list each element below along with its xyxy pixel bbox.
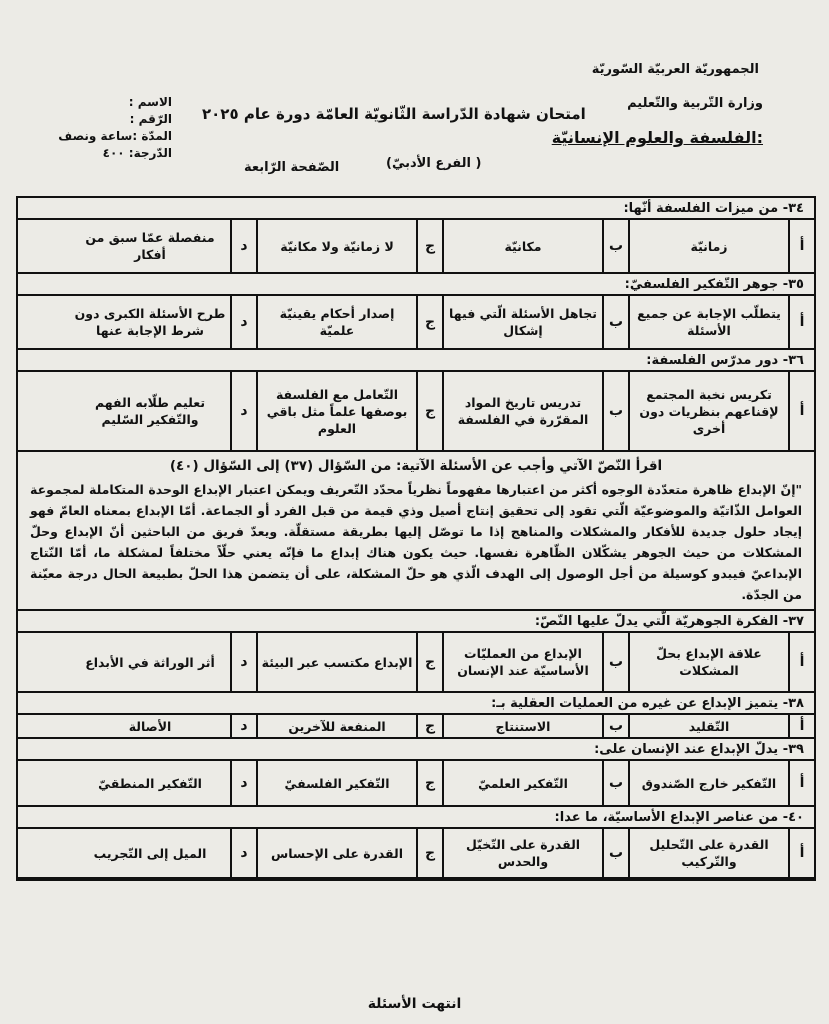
option-text[interactable]: المنفعة للآخرين: [256, 715, 416, 737]
passage-heading: اقرأ النّصّ الآتي وأجب عن الأسئلة الآتية: من السّؤال (٣٧) إلى السّؤال (٤٠): [169, 458, 663, 474]
option-text[interactable]: التّعامل مع الفلسفة بوصفها علماً مثل باقي العلوم: [256, 372, 416, 450]
option-letter: ب: [602, 829, 628, 877]
option-text[interactable]: التّفكير الفلسفيّ: [256, 761, 416, 805]
option-text[interactable]: القدرة على التّحليل والتّركيب: [628, 829, 788, 877]
option-letter: د: [230, 761, 256, 805]
reading-passage: [18, 452, 814, 611]
option-text[interactable]: الميل إلى التّجريب: [93, 845, 207, 861]
question-stem: ٤٠- من عناصر الإبداع الأساسيّة، ما عدا:: [18, 807, 814, 829]
option-letter: أ: [788, 296, 814, 348]
option-letter: د: [230, 715, 256, 737]
option-letter: ج: [416, 715, 442, 737]
option-text[interactable]: القدرة على الإحساس: [256, 829, 416, 877]
option-letter: ج: [416, 296, 442, 348]
passage-text: "إنّ الإبداع ظاهرة متعدّدة الوجوه أكثر من اعتبارها مفهوماً نظرياً محدّد التّعريف ويمكن اعتبار الإبداع الوحدة المتكاملة لمجموعة العوامل الذّاتيّة والموضوعيّة الّتي تقود إلى تحقيق إنتاج أصيل وذي قيمة من قبل الفرد أو الجماعة. أمّا الإبداع بمعناه العامّ فهو إيجاد حلول جديدة للأفكار والمشكلات والمناهج إذا ما توصّل إليها بطريقة مستقلّة. ويعدّ فريق من الباحثين أنّ الإبداع وحلّ المشكلات من حيث الجوهر يشكّلان الظّاهرة نفسها. حيث يكون هناك إبداع ما فإنّه يعني حلّاً مختلفاً لمشكلة ما، أمّا النّتاج الإبداعيّ فيبدو كوسيلة من أجل الوصول إلى الهدف الّذي هو حلّ المشكلة، على أن يتضمن هذا الحلّ بطبيعة الحال درجة معيّنة من الجدّة.: [30, 482, 802, 602]
option-letter: ب: [602, 296, 628, 348]
option-text[interactable]: القدرة على التّخيّل والحدس: [442, 829, 602, 877]
option-text[interactable]: إصدار أحكام يقينيّة علميّة: [256, 296, 416, 348]
option-letter: ب: [602, 372, 628, 450]
option-text[interactable]: علاقة الإبداع بحلّ المشكلات: [628, 633, 788, 691]
option-text[interactable]: لا زمانيّة ولا مكانيّة: [256, 220, 416, 272]
ministry-heading: وزارة التّربية والتّعليم: [627, 96, 763, 111]
option-text[interactable]: مكانيّة: [442, 220, 602, 272]
option-letter: ب: [602, 761, 628, 805]
end-of-questions: انتهت الأسئلة: [367, 996, 462, 1012]
question-stem: ٣٧- الفكرة الجوهريّة الّتي يدلّ عليها النّصّ:: [18, 611, 814, 633]
option-text[interactable]: الإبداع مكتسب عبر البيئة: [256, 633, 416, 691]
number-label: الرّقم :: [129, 112, 172, 126]
subject-title: الفلسفة والعلوم الإنسانيّة:: [551, 128, 763, 147]
option-text[interactable]: طرح الأسئلة الكبرى دون شرط الإجابة عنها: [74, 306, 226, 338]
option-text[interactable]: منفصلة عمّا سبق من أفكار: [85, 230, 215, 262]
option-letter: أ: [788, 372, 814, 450]
option-letter: ب: [602, 715, 628, 737]
question-stem: ٣٩- يدلّ الإبداع عند الإنسان على:: [18, 739, 814, 761]
option-letter: ب: [602, 220, 628, 272]
option-letter: ج: [416, 633, 442, 691]
option-text[interactable]: تجاهل الأسئلة الّتي فيها إشكال: [442, 296, 602, 348]
options-row: [18, 372, 814, 452]
option-text[interactable]: الإبداع من العمليّات الأساسيّة عند الإنسان: [442, 633, 602, 691]
option-text[interactable]: التّفكير خارج الصّندوق: [628, 761, 788, 805]
option-letter: أ: [788, 633, 814, 691]
option-text[interactable]: التّفكير العلميّ: [442, 761, 602, 805]
option-letter: ب: [602, 633, 628, 691]
option-text[interactable]: أثر الوراثة في الأبداع: [85, 654, 215, 670]
options-row: [18, 633, 814, 693]
option-letter: ج: [416, 829, 442, 877]
option-text[interactable]: التّفكير المنطقيّ: [98, 775, 202, 791]
option-text[interactable]: يتطلّب الإجابة عن جميع الأسئلة: [628, 296, 788, 348]
option-text[interactable]: التّقليد: [628, 715, 788, 737]
option-letter: د: [230, 372, 256, 450]
options-row: [18, 296, 814, 350]
branch-label: (الفرع الأدبيّ ): [386, 156, 482, 171]
options-row: [18, 761, 814, 807]
option-letter: ج: [416, 220, 442, 272]
option-letter: د: [230, 633, 256, 691]
page-label: الصّفحة الرّابعة: [244, 160, 340, 175]
student-info: [42, 94, 172, 162]
option-letter: أ: [788, 715, 814, 737]
options-row: [18, 715, 814, 739]
option-letter: ج: [416, 372, 442, 450]
name-label: الاسم :: [128, 95, 172, 109]
question-stem: ٣٨- يتميز الإبداع عن غيره من العمليات العقلية بـ:: [18, 693, 814, 715]
option-text[interactable]: زمانيّة: [628, 220, 788, 272]
questions-table: [16, 196, 816, 881]
duration-label: المدّة :ساعة ونصف: [58, 129, 172, 143]
grade-label: الدّرجة: ٤٠٠: [102, 146, 172, 160]
exam-title: امتحان شهادة الدّراسة الثّانويّة العامّة دورة عام ٢٠٢٥: [202, 105, 586, 123]
option-letter: أ: [788, 829, 814, 877]
option-letter: أ: [788, 761, 814, 805]
option-text[interactable]: الأصالة: [128, 718, 172, 734]
question-stem: ٣٤- من ميزات الفلسفة أنّها:: [18, 198, 814, 220]
option-text[interactable]: تعليم طلّابه الفهم والتّفكير السّليم: [94, 395, 206, 427]
questions-part-one: [18, 198, 814, 452]
options-row: [18, 829, 814, 879]
questions-part-two: [18, 611, 814, 879]
option-letter: ج: [416, 761, 442, 805]
question-stem: ٣٥- جوهر التّفكير الفلسفيّ:: [18, 274, 814, 296]
option-letter: أ: [788, 220, 814, 272]
option-letter: د: [230, 296, 256, 348]
options-row: [18, 220, 814, 274]
option-text[interactable]: تدريس تاريخ المواد المقرّرة في الفلسفة: [442, 372, 602, 450]
republic-heading: الجمهوريّة العربيّة السّوريّة: [591, 62, 759, 77]
option-text[interactable]: الاستنتاج: [442, 715, 602, 737]
question-stem: ٣٦- دور مدرّس الفلسفة:: [18, 350, 814, 372]
option-letter: د: [230, 829, 256, 877]
option-letter: د: [230, 220, 256, 272]
option-text[interactable]: تكريس نخبة المجتمع لإقناعهم بنظريات دون أخرى: [628, 372, 788, 450]
